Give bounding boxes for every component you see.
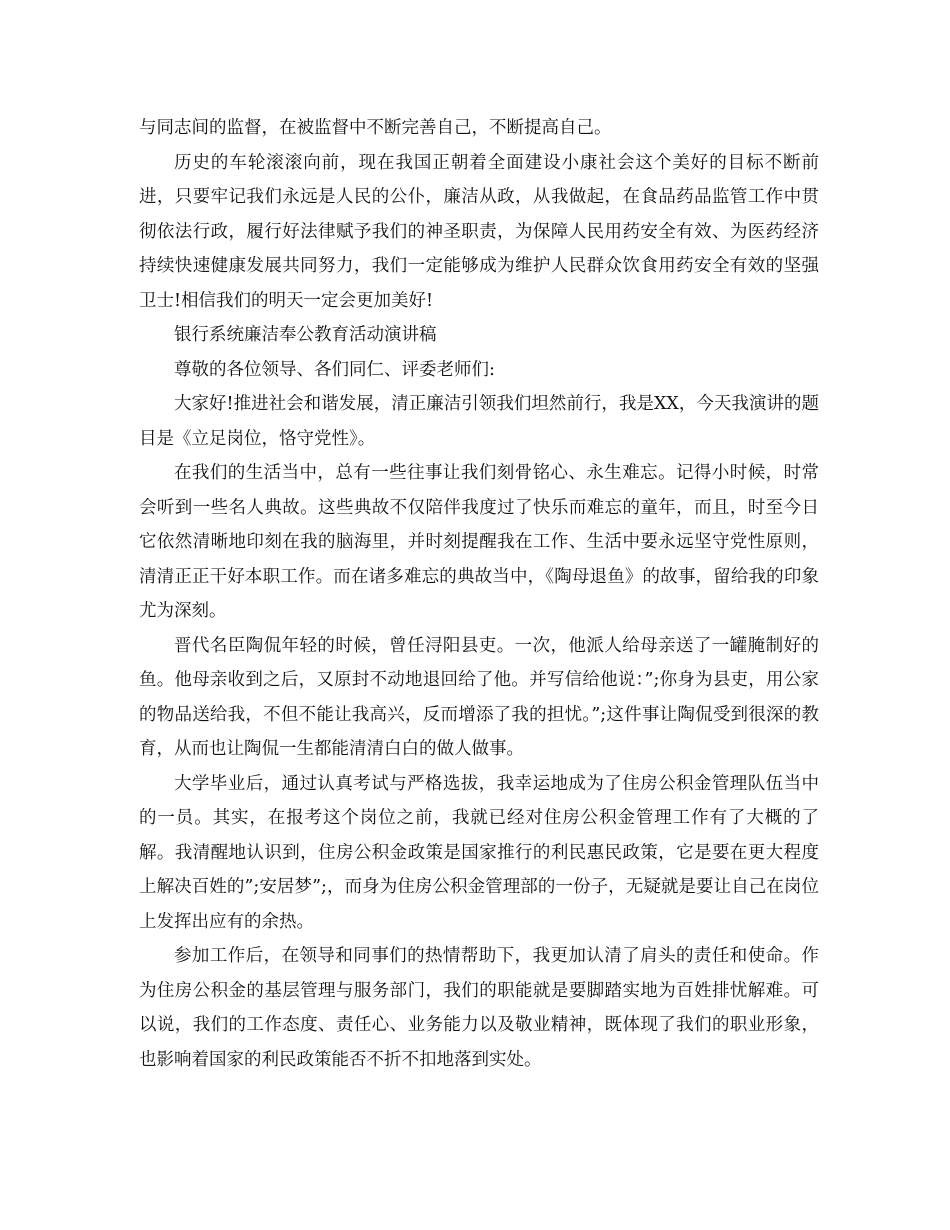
paragraph-childhood-stories: 在我们的生活当中，总有一些往事让我们刻骨铭心、永生难忘。记得小时候，时常会听到一些名人典故。这些典故不仅陪伴我度过了快乐而难忘的童年，而且，时至今日它依然清晰地印刻在我的脑海里，并时刻提醒我在工作、生活中要永远坚守党性原则，清清正正干好本职工作。而在诸多难忘的典故当中，《陶母退鱼》的故事，留给我的印象尤为深刻。 xyxy=(139,463,819,621)
paragraph-continuation: 与同志间的监督，在被监督中不断完善自己，不断提高自己。 xyxy=(139,118,612,138)
paragraph-work-responsibility: 参加工作后，在领导和同事们的热情帮助下，我更加认清了肩头的责任和使命。作为住房公积金的基层管理与服务部门，我们的职能就是要脚踏实地为百姓排忧解难。可以说，我们的工作态度、责任心、业务能力以及敬业精神，既体现了我们的职业形象，也影响着国家的利民政策能否不折不扣地落到实处。 xyxy=(139,946,819,1070)
speech-title: 银行系统廉洁奉公教育活动演讲稿 xyxy=(174,325,437,345)
document-body xyxy=(139,111,819,1077)
paragraph-greeting: 大家好!推进社会和谐发展，清正廉洁引领我们坦然前行，我是XX，今天我演讲的题目是《立足岗位，恪守党性》。 xyxy=(139,394,819,449)
paragraph-tao-kan-story: 晋代名臣陶侃年轻的时候，曾任浔阳县吏。一次，他派人给母亲送了一罐腌制好的鱼。他母亲收到之后，又原封不动地退回给了他。并写信给他说：”;你身为县吏，用公家的物品送给我，不但不能让我高兴，反而增添了我的担忧。”;这件事让陶侃受到很深的教育，从而也让陶侃一生都能清清白白的做人做事。 xyxy=(139,635,819,759)
paragraph-graduation: 大学毕业后，通过认真考试与严格选拔，我幸运地成为了住房公积金管理队伍当中的一员。其实，在报考这个岗位之前，我就已经对住房公积金管理工作有了大概的了解。我清醒地认识到，住房公积金政策是国家推行的利民惠民政策，它是要在更大程度上解决百姓的”;安居梦”;，而身为住房公积金管理部的一份子，无疑就是要让自己在岗位上发挥出应有的余热。 xyxy=(139,773,819,932)
paragraph-history: 历史的车轮滚滚向前，现在我国正朝着全面建设小康社会这个美好的目标不断前进，只要牢记我们永远是人民的公仆，廉洁从政，从我做起，在食品药品监管工作中贯彻依法行政，履行好法律赋予我们的神圣职责，为保障人民用药安全有效、为医药经济持续快速健康发展共同努力，我们一定能够成为维护人民群众饮食用药安全有效的坚强卫士!相信我们的明天一定会更加美好! xyxy=(139,152,819,311)
salutation: 尊敬的各位领导、各们同仁、评委老师们: xyxy=(174,359,495,380)
